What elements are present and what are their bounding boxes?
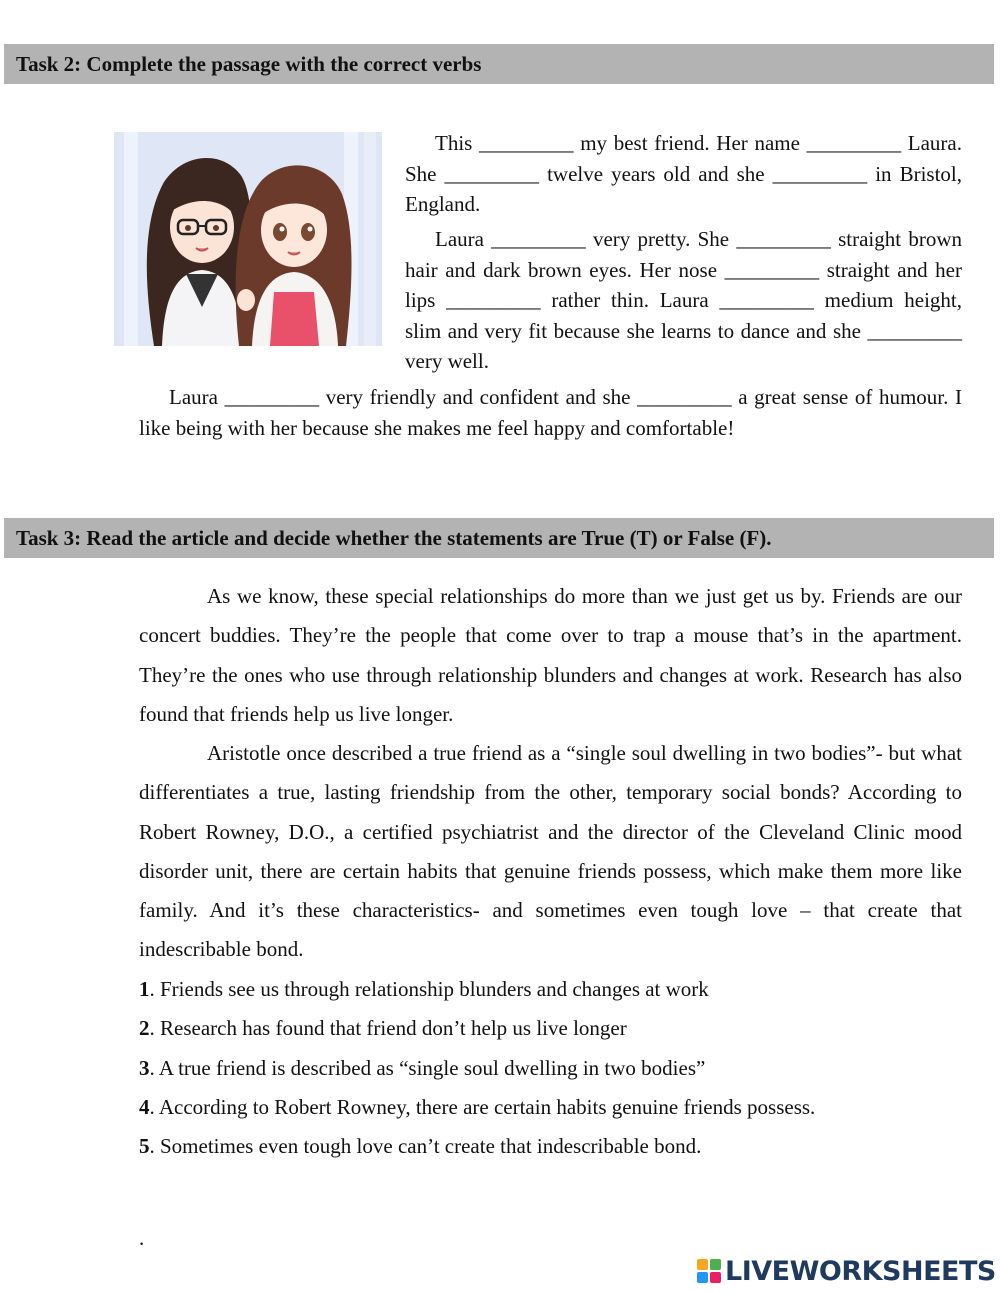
task3-heading: Task 3: Read the article and decide whether the statements are True (T) or False (F). bbox=[16, 525, 772, 550]
statement-number: 4 bbox=[139, 1094, 150, 1119]
statement-number: 5 bbox=[139, 1134, 150, 1159]
two-girls-illustration bbox=[114, 132, 382, 346]
task2-paragraph-2: Laura _________ very pretty. She _________ straight brown hair and dark brown eyes. Her nose _________ straight and her lips _________ rather thin. Laura _________ medium height, slim and very fit because she learns to dance and she _________ very well. bbox=[405, 227, 962, 373]
statement-text: . Sometimes even tough love can’t create that indescribable bond. bbox=[149, 1134, 702, 1159]
task2-heading: Task 2: Complete the passage with the correct verbs bbox=[16, 51, 482, 76]
statement-item bbox=[139, 1009, 962, 1048]
statement-list bbox=[139, 970, 962, 1166]
statement-text: . Friends see us through relationship blunders and changes at work bbox=[149, 977, 709, 1001]
statement-item bbox=[139, 1088, 962, 1127]
statement-text: . A true friend is described as “single soul dwelling in two bodies” bbox=[149, 1055, 706, 1080]
statement-number: 2 bbox=[139, 1016, 150, 1041]
statement-item bbox=[139, 1127, 962, 1166]
logo-text: LIVEWORKSHEETS bbox=[725, 1255, 996, 1287]
statement-item bbox=[139, 970, 962, 1009]
liveworksheets-logo-icon bbox=[697, 1259, 721, 1283]
task2-paragraph-1: This _________ my best friend. Her name _________ Laura. She _________ twelve years old and she _________ in Bristol, England. bbox=[405, 131, 962, 216]
statement-number: 3 bbox=[139, 1055, 150, 1080]
trailing-mark: . bbox=[139, 1226, 145, 1250]
statement-item bbox=[139, 1049, 962, 1088]
liveworksheets-logo[interactable] bbox=[697, 1256, 996, 1286]
task3-heading-bar bbox=[4, 518, 994, 558]
statement-text: . Research has found that friend don’t help us live longer bbox=[149, 1016, 627, 1041]
task2-heading-bar bbox=[4, 44, 994, 84]
statement-text: . According to Robert Rowney, there are certain habits genuine friends possess. bbox=[149, 1094, 816, 1119]
statement-number: 1 bbox=[139, 977, 150, 1001]
article-paragraph-2: Aristotle once described a true friend as a “single soul dwelling in two bodies”- but what differentiates a true, lasting friendship from the other, temporary social bonds? According to Robert Rowney, D.O., a certified psychiatrist and the director of the Cleveland Clinic mood disorder unit, there are certain habits that genuine friends possess, which make them more like family. And it’s these characteristics- and sometimes even tough love – that create that indescribable bond. bbox=[139, 741, 962, 962]
task2-paragraph-3: Laura _________ very friendly and confident and she _________ a great sense of humour. I like being with her because she makes me feel happy and comfortable! bbox=[139, 385, 962, 440]
article-paragraph-1: As we know, these special relationships do more than we just get us by. Friends are our concert buddies. They’re the people that come over to trap a mouse that’s in the apartment. They’re the ones who use through relationship blunders and changes at work. Research has also found that friends help us live longer. bbox=[139, 584, 962, 726]
